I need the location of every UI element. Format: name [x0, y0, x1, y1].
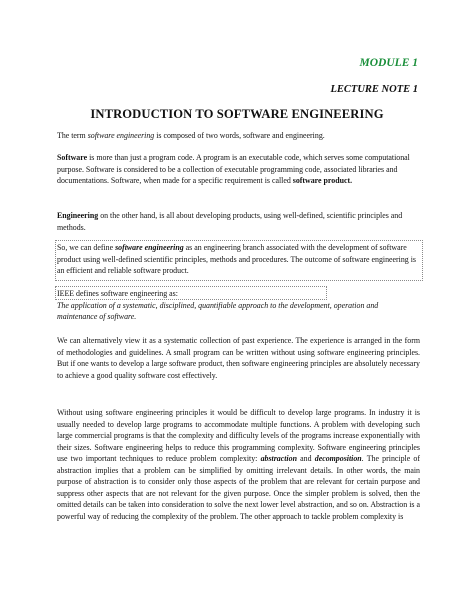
engineering-term: Engineering [57, 211, 99, 220]
complexity-text-c: and [296, 454, 315, 463]
engineering-definition-paragraph [57, 210, 420, 233]
intro-term: software engineering [87, 131, 155, 140]
ieee-paragraph [57, 288, 420, 323]
intro-paragraph [57, 130, 420, 142]
software-definition-text: is more than just a program code. A program is an executable code, which serves some computational purpose. Software is considered to be a collection of executable programming code, associated libraries and documentations. Software, when made for a specific requirement is called [57, 153, 410, 185]
intro-text-a: The term [57, 131, 88, 140]
software-definition-paragraph [57, 152, 420, 187]
ieee-intro: IEEE defines software engineering as: [57, 289, 178, 298]
software-engineering-definition-paragraph [57, 242, 421, 277]
se-definition-text-a: So, we can define [57, 243, 116, 252]
complexity-text-e: . The principle of abstraction implies that a problem can be simplified by omitting irrelevant details. In other words, the main purpose of abstraction is to consider only those aspects of the problem that are relevant for certain purpose and suppress other aspects that are not relevant for the given purpose. Once the simpler problem is solved, then the omitted details can be taken into consideration to solve the next lower level abstraction, and so on. Abstraction is a powerful way of reducing the complexity of the problem. The other approach to tackle problem complexity is [57, 454, 420, 521]
complexity-paragraph [57, 407, 420, 522]
software-product-term: software product. [292, 176, 353, 185]
module-heading: MODULE 1 [359, 57, 418, 69]
page-title: INTRODUCTION TO SOFTWARE ENGINEERING [90, 107, 384, 121]
se-definition-text-c: as an engineering branch associated with the development of software product using well-defined scientific principles, methods and procedures. The outcome of software engineering is an efficient and reliable software product. [57, 243, 416, 275]
ieee-definition: The application of a systematic, disciplined, quantifiable approach to the development, operation and maintenance of software. [57, 300, 379, 321]
experience-paragraph: We can alternatively view it as a systematic collection of past experience. The experience is arranged in the form of methodologies and guidelines. A small program can be written without using software engineering principles. But if one wants to develop a large software product, then software engineering principles are absolutely necessary to achieve a good quality software cost effectively. [57, 336, 420, 380]
intro-text-c: is composed of two words, software and engineering. [154, 131, 325, 140]
lecture-note-heading: LECTURE NOTE 1 [330, 84, 418, 95]
complexity-text-a: Without using software engineering principles it would be difficult to develop large programs. In industry it is usually needed to develop large programs to accommodate multiple functions. A problem with developing such large commercial programs is that the complexity and difficulty levels of the programs increase exponentially with their sizes. Software engineering helps to reduce this programming complexity. Software engineering principles use two important techniques to reduce problem complexity: [57, 408, 420, 463]
decomposition-term: decomposition [314, 454, 362, 463]
se-term: software engineering [115, 243, 184, 252]
engineering-definition-text: on the other hand, is all about developing products, using well-defined, scientific principles and methods. [57, 211, 403, 232]
abstraction-term: abstraction [260, 454, 297, 463]
software-term: Software [57, 153, 88, 162]
